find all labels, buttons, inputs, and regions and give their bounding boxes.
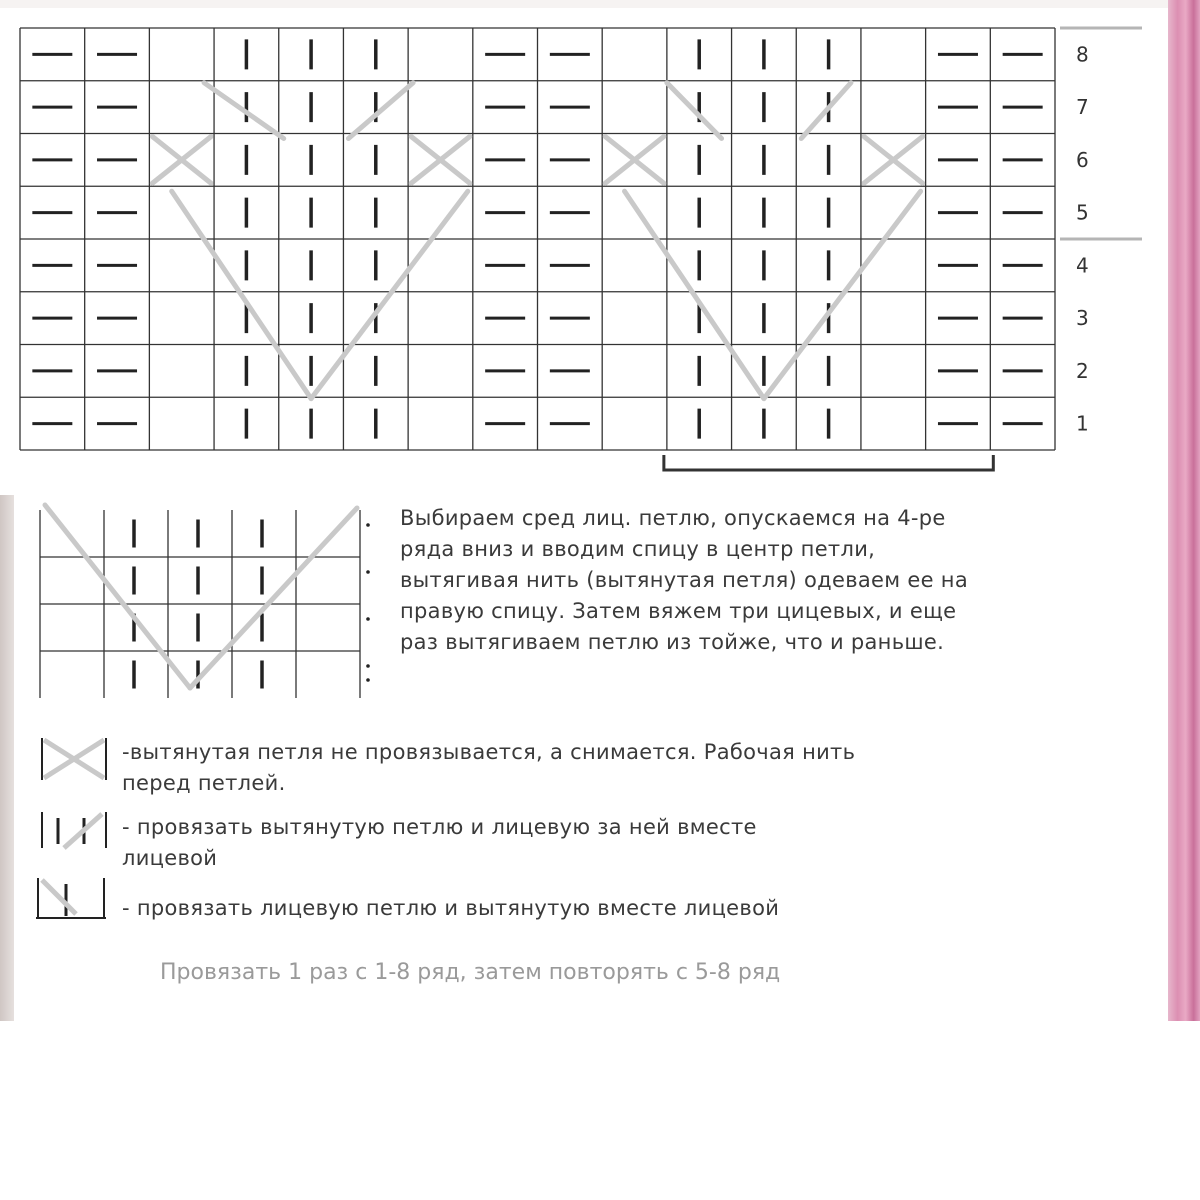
instruction-line: раз вытягиваем петлю из тойже, что и раньше.	[400, 630, 945, 654]
mini-dot	[366, 523, 370, 527]
mini-dot	[366, 664, 370, 668]
elongated-loop-line	[764, 191, 921, 398]
elongated-loop-line	[667, 83, 722, 139]
elongated-loop-line	[801, 83, 851, 139]
elongated-loop-line	[311, 191, 468, 398]
yarn-photo-strip	[1168, 0, 1200, 1021]
legend-text: перед петлей.	[122, 771, 286, 795]
legend-text: - провязать вытянутую петлю и лицевую за ней вместе	[122, 815, 757, 839]
legend-item-slanted-left	[122, 812, 757, 874]
legend-text: -вытянутая петля не провязывается, а снимается. Рабочая нить	[122, 740, 856, 764]
legend-text: лицевой	[122, 846, 218, 870]
legend-text: - провязать лицевую петлю и вытянутую вместе лицевой	[122, 896, 780, 920]
instruction-line: ряда вниз и вводим спицу в центр петли,	[400, 537, 876, 561]
knitting-chart	[0, 0, 1168, 480]
elongated-loop-line	[625, 191, 764, 398]
row-label: 4	[1076, 253, 1089, 278]
mini-dot	[366, 678, 370, 682]
row-label: 1	[1076, 411, 1089, 436]
legend-item-crossed	[122, 737, 855, 799]
instruction-line: вытягивая нить (вытянутая петля) одеваем ее на	[400, 568, 968, 592]
icon-slant	[42, 880, 76, 914]
row-label: 6	[1076, 147, 1089, 172]
crossed-loop-icon	[42, 738, 106, 780]
elongated-loop-line	[204, 83, 284, 139]
elongated-loop-line	[348, 83, 413, 139]
repeat-bracket	[664, 455, 993, 470]
mini-dot	[366, 570, 370, 574]
legend-item-slanted-right	[122, 893, 779, 924]
row-label: 8	[1076, 42, 1089, 67]
repeat-note: Провязать 1 раз с 1-8 ряд, затем повторять с 5-8 ряд	[160, 960, 781, 985]
mini-chart-overlay	[45, 505, 357, 688]
chart-grid	[20, 28, 1055, 450]
instruction-line: Выбираем сред лиц. петлю, опускаемся на 4-ре	[400, 506, 946, 530]
elongated-loop-line	[190, 508, 357, 688]
chart-markers	[664, 28, 1142, 470]
instruction-line: правую спицу. Затем вяжем три цицевых, и еще	[400, 599, 957, 623]
slanted-right-icon	[36, 878, 106, 918]
row-label: 7	[1076, 95, 1089, 120]
slanted-left-icon	[42, 812, 106, 848]
row-label: 5	[1076, 200, 1089, 225]
row-label: 2	[1076, 358, 1089, 383]
row-label: 3	[1076, 306, 1089, 331]
instruction-text	[400, 503, 968, 658]
elongated-loop-line	[172, 191, 311, 398]
mini-dot	[366, 617, 370, 621]
